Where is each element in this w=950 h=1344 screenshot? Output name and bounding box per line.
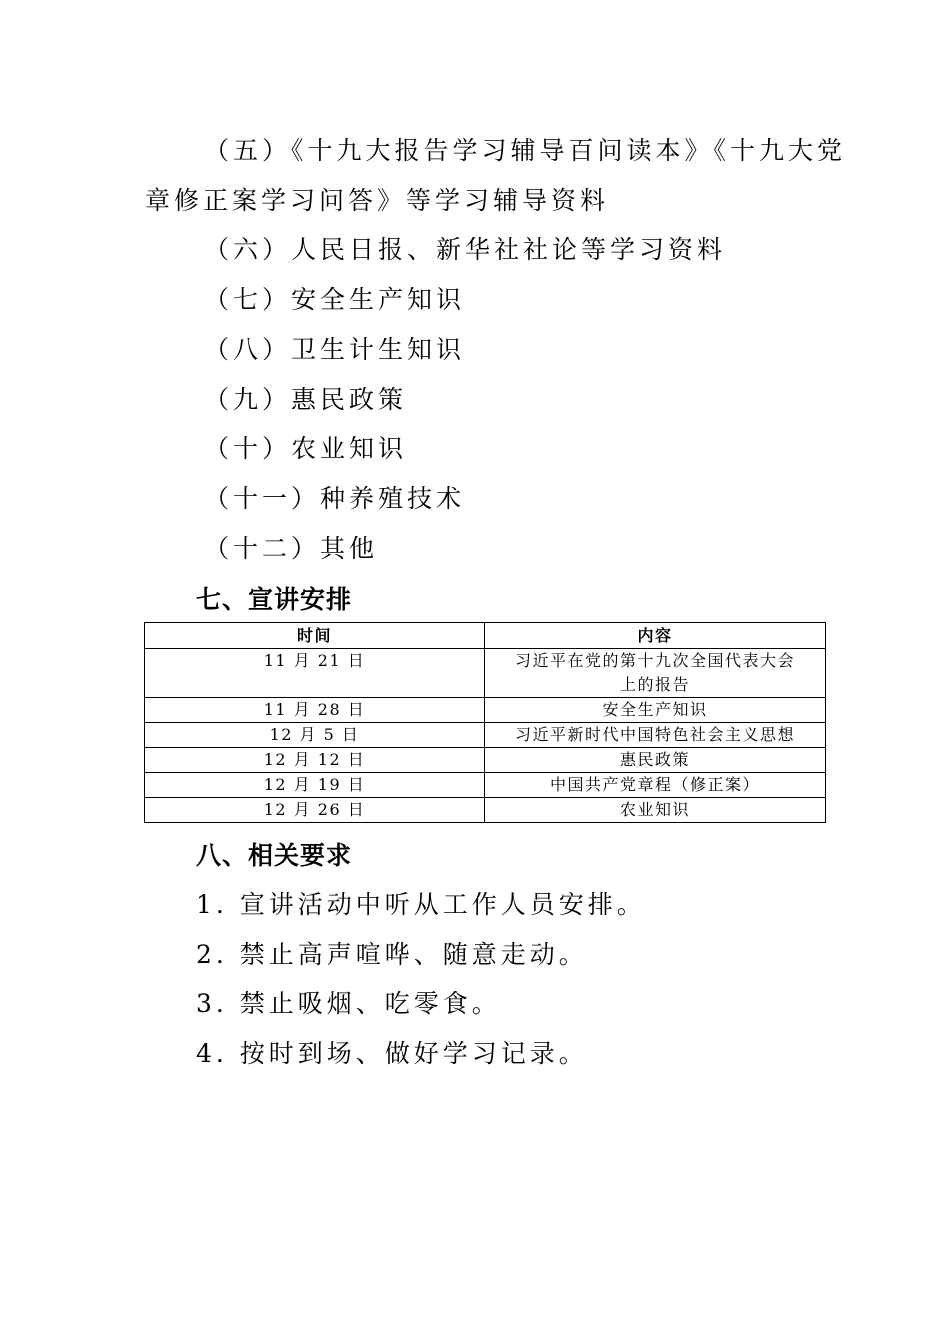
table-header-row [145, 623, 826, 649]
list-item-8: （八）卫生计生知识 [204, 335, 466, 364]
list-item-5-line-1: （五）《十九大报告学习辅导百问读本》《十九大党 [204, 136, 847, 165]
content-cell-line-2: 上的报告 [619, 675, 690, 694]
date-cell: 11 月 28 日 [145, 698, 485, 723]
column-header-content: 内容 [485, 623, 826, 649]
requirement-item-4: 4. 按时到场、做好学习记录。 [196, 1039, 588, 1068]
table-row [145, 748, 826, 773]
list-item-9: （九）惠民政策 [204, 385, 408, 414]
list-item-5-line-2: 章修正案学习问答》等学习辅导资料 [145, 186, 610, 215]
content-cell-line-1: 习近平在党的第十九次全国代表大会 [514, 651, 795, 670]
list-item-7: （七）安全生产知识 [204, 285, 466, 314]
list-item-12: （十二）其他 [204, 534, 379, 563]
schedule-table [144, 622, 826, 823]
table-row [145, 798, 826, 823]
content-cell: 习近平新时代中国特色社会主义思想 [485, 723, 826, 748]
date-cell: 12 月 12 日 [145, 748, 485, 773]
requirement-item-3: 3. 禁止吸烟、吃零食。 [196, 989, 501, 1018]
list-item-11: （十一）种养殖技术 [204, 484, 466, 513]
schedule-heading: 七、宣讲安排 [196, 585, 353, 614]
column-header-time: 时间 [145, 623, 485, 649]
list-item-6: （六）人民日报、新华社社论等学习资料 [204, 235, 727, 264]
date-cell: 12 月 19 日 [145, 773, 485, 798]
list-item-10: （十）农业知识 [204, 434, 408, 463]
table-row [145, 773, 826, 798]
content-cell: 惠民政策 [485, 748, 826, 773]
content-cell: 中国共产党章程（修正案） [485, 773, 826, 798]
table-row [145, 649, 826, 698]
requirement-item-2: 2. 禁止高声喧哗、随意走动。 [196, 940, 588, 969]
date-cell: 11 月 21 日 [145, 649, 485, 698]
content-cell [485, 649, 826, 698]
requirement-item-1: 1. 宣讲活动中听从工作人员安排。 [196, 890, 646, 919]
content-cell: 安全生产知识 [485, 698, 826, 723]
requirements-heading: 八、相关要求 [196, 841, 353, 870]
content-cell: 农业知识 [485, 798, 826, 823]
table-row [145, 698, 826, 723]
date-cell: 12 月 5 日 [145, 723, 485, 748]
table-row [145, 723, 826, 748]
date-cell: 12 月 26 日 [145, 798, 485, 823]
